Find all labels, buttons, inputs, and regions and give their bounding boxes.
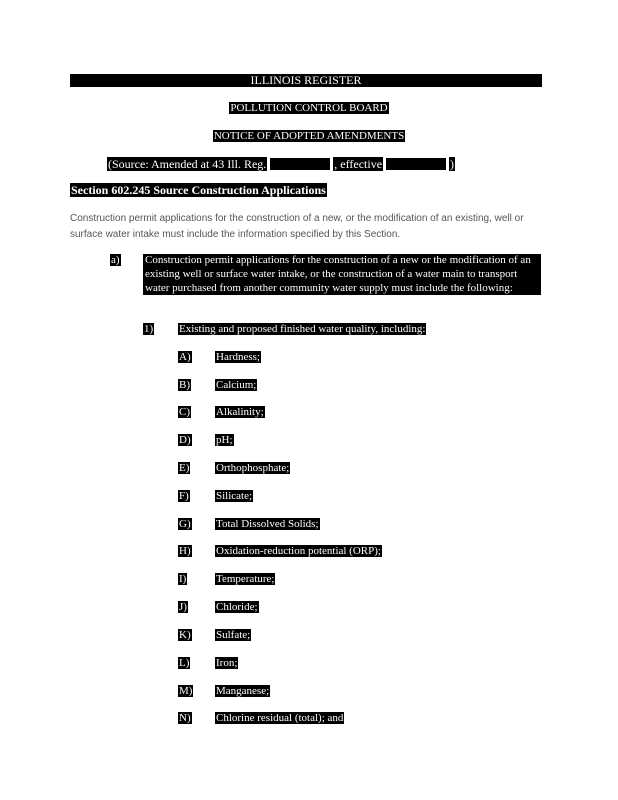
paragraph-a-label: a) <box>111 254 120 266</box>
source-prefix: (Source: Amended at 43 Ill. Reg. <box>108 157 267 171</box>
list-item-label: J) <box>179 601 187 613</box>
list-item-label-wrap <box>178 434 192 446</box>
list-item-text: Temperature; <box>216 573 275 585</box>
subparagraph-1-text-wrap <box>178 323 426 335</box>
list-item-text-wrap <box>215 490 253 502</box>
list-item-text: Chloride; <box>216 601 258 613</box>
list-item-label-wrap <box>178 657 190 669</box>
list-item-text: Chlorine residual (total); and <box>216 712 344 724</box>
list-item-label-wrap <box>178 601 188 613</box>
paragraph-a-label-wrap <box>110 254 121 266</box>
list-item-text: Manganese; <box>216 685 270 697</box>
list-item-text-wrap <box>215 657 238 669</box>
list-item-text: Alkalinity; <box>216 406 264 418</box>
list-item-text: pH; <box>216 434 233 446</box>
list-item-label: G) <box>179 518 191 530</box>
list-item-label: I) <box>179 573 187 585</box>
list-item-label-wrap <box>178 518 192 530</box>
board-name: POLLUTION CONTROL BOARD <box>230 102 388 114</box>
list-item-label-wrap <box>178 685 193 697</box>
list-item-text: Calcium; <box>216 379 257 391</box>
list-item-text: Oxidation-reduction potential (ORP); <box>216 545 381 557</box>
list-item-label: M) <box>179 685 193 697</box>
list-item-label: B) <box>179 379 190 391</box>
notice-title: NOTICE OF ADOPTED AMENDMENTS <box>213 130 405 142</box>
list-item-label-wrap <box>178 406 191 418</box>
list-item-label: N) <box>179 712 191 724</box>
notice-line <box>0 130 618 142</box>
subparagraph-1-label: 1) <box>144 323 154 335</box>
list-item-label-wrap <box>178 379 191 391</box>
subparagraph-1-text: Existing and proposed finished water quality, including: <box>179 323 426 335</box>
section-intro: Construction permit applications for the construction of a new, or the modification of an existing, well or surface water intake must include the information specified by this Section. <box>70 213 524 240</box>
list-item-label-wrap <box>178 573 187 585</box>
list-item-text-wrap <box>215 712 344 724</box>
list-item-text: Silicate; <box>216 490 253 502</box>
source-suffix: ) <box>450 157 455 171</box>
register-header: ILLINOIS REGISTER <box>70 74 542 87</box>
list-item-label: L) <box>179 657 190 669</box>
list-item-label: H) <box>179 545 191 557</box>
section-title-line <box>70 183 327 198</box>
list-item-label: K) <box>179 629 191 641</box>
list-item-label: F) <box>179 490 189 502</box>
list-item-text-wrap <box>215 379 257 391</box>
list-item-text-wrap <box>215 518 320 530</box>
section-title: Section 602.245 Source Construction Applications <box>71 183 326 197</box>
list-item-label: D) <box>179 434 191 446</box>
source-blank-reg <box>270 158 330 170</box>
source-middle: , effective <box>334 157 383 171</box>
list-item-label-wrap <box>178 545 192 557</box>
list-item-text-wrap <box>215 434 234 446</box>
list-item-text-wrap <box>215 351 261 363</box>
board-name-line <box>0 102 618 114</box>
list-item-label: E) <box>179 462 190 474</box>
list-item-label-wrap <box>178 462 190 474</box>
source-blank-date <box>386 158 446 170</box>
list-item-text: Sulfate; <box>216 629 251 641</box>
list-item-text-wrap <box>215 406 265 418</box>
list-item-label-wrap <box>178 490 190 502</box>
list-item-text: Orthophosphate; <box>216 462 290 474</box>
paragraph-a-text: Construction permit applications for the construction of a new or the modification of an existing well or surface water intake, or the construction of a water main to transport water purchased from another community water supply must include the following: <box>143 254 541 295</box>
list-item-text-wrap <box>215 601 259 613</box>
list-item-label: A) <box>179 351 191 363</box>
list-item-label-wrap <box>178 351 192 363</box>
list-item-text-wrap <box>215 685 270 697</box>
list-item-text: Iron; <box>216 657 238 669</box>
list-item-label-wrap <box>178 712 192 724</box>
list-item-text-wrap <box>215 629 251 641</box>
list-item-text-wrap <box>215 573 275 585</box>
list-item-text-wrap <box>215 545 382 557</box>
list-item-text: Hardness; <box>216 351 260 363</box>
list-item-text-wrap <box>215 462 290 474</box>
list-item-text: Total Dissolved Solids; <box>216 518 319 530</box>
list-item-label-wrap <box>178 629 192 641</box>
source-note <box>107 157 455 172</box>
subparagraph-1-label-wrap <box>143 323 154 335</box>
list-item-label: C) <box>179 406 190 418</box>
